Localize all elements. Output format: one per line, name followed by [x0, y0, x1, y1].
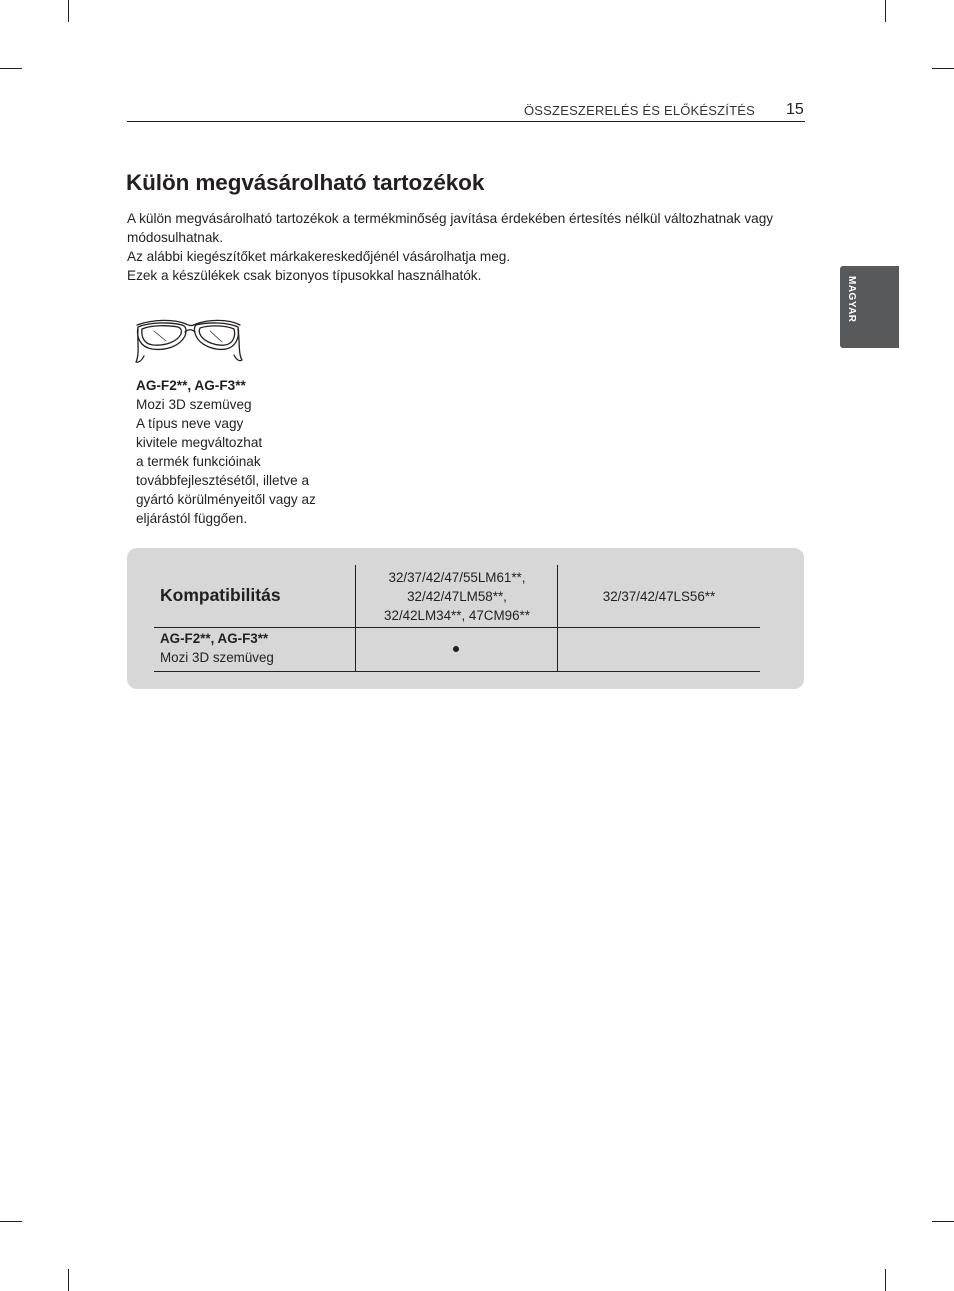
- row-model: AG-F2**, AG-F3**: [160, 631, 269, 646]
- column-header-models: [558, 587, 760, 606]
- intro-text: módosulhatnak.: [127, 230, 223, 245]
- page-number: 15: [786, 101, 804, 118]
- row-divider: [154, 627, 760, 628]
- model-line: 32/37/42/47LS56**: [602, 589, 716, 604]
- column-header-models: [356, 568, 558, 625]
- crop-mark: [885, 1269, 886, 1291]
- intro-text: Ezek a készülékek csak bizonyos típusokkal használhatók.: [127, 268, 482, 283]
- accessory-description-line: kivitele megváltozhat: [136, 435, 263, 450]
- model-line: 32/42/47LM58**,: [407, 589, 507, 604]
- section-header: ÖSSZESZERELÉS ÉS ELŐKÉSZÍTÉS: [524, 103, 756, 118]
- crop-mark: [68, 0, 69, 22]
- row-name: Mozi 3D szemüveg: [160, 650, 274, 665]
- 3d-glasses-icon: [134, 315, 244, 367]
- crop-mark: [932, 68, 954, 69]
- accessory-description-line: Mozi 3D szemüveg: [136, 397, 252, 412]
- accessory-description-line: eljárástól függően.: [136, 511, 248, 526]
- header-divider: [127, 121, 805, 122]
- intro-text: A külön megvásárolható tartozékok a termékminőség javítása érdekében értesítés nélkül változhatnak vagy: [127, 211, 774, 226]
- model-line: 32/37/42/47/55LM61**,: [388, 570, 526, 585]
- crop-mark: [68, 1269, 69, 1291]
- row-divider: [154, 671, 760, 672]
- compatibility-heading: Kompatibilitás: [160, 585, 281, 605]
- accessory-description-line: a termék funkcióinak: [136, 454, 261, 469]
- crop-mark: [0, 68, 22, 69]
- page-title: Külön megvásárolható tartozékok: [126, 170, 485, 195]
- language-tab-label: MAGYAR: [846, 276, 857, 323]
- crop-mark: [885, 0, 886, 22]
- compatible-mark: [453, 646, 459, 652]
- crop-mark: [932, 1221, 954, 1222]
- accessory-description-line: továbbfejlesztésétől, illetve a: [136, 473, 310, 488]
- model-line: 32/42LM34**, 47CM96**: [384, 608, 530, 623]
- crop-mark: [0, 1221, 22, 1222]
- accessory-description-line: A típus neve vagy: [136, 416, 244, 431]
- accessory-description-line: gyártó körülményeitől vagy az: [136, 492, 316, 507]
- accessory-model: AG-F2**, AG-F3**: [136, 378, 246, 393]
- intro-text: Az alábbi kiegészítőket márkakereskedőjénél vásárolhatja meg.: [127, 249, 511, 264]
